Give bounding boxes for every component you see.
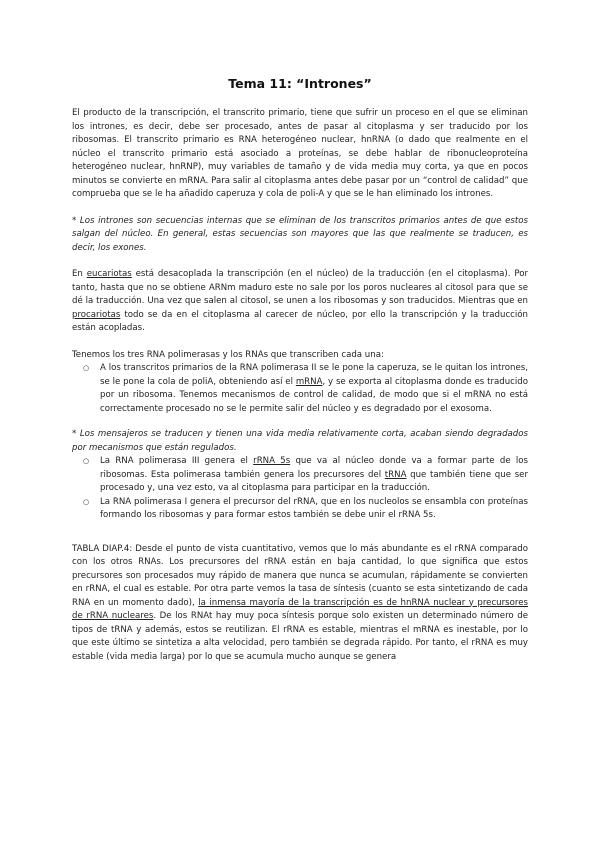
term-trna: tRNA <box>384 469 407 480</box>
text-run: que también tiene que ser procesado y, una vez esto, va al citoplasma para participar en la traducción. <box>100 469 528 493</box>
introns-note: * Los intrones son secuencias internas que se eliminan de los transcritos primarios antes de que estos salgan del núcleo. En general, estas secuencias son mayores que las que realmente se traducen, es decir, los exones. <box>72 215 528 253</box>
underlined-statement: la inmensa mayoría de la transcripción es de hnRNA nuclear y precursores de rRNA nucleares <box>72 597 529 621</box>
term-rrna-5s: rRNA 5s <box>253 456 291 466</box>
polymerase-list <box>72 496 528 523</box>
list-item-polymerase-i: ○ La RNA polimerasa I genera el precursor del rRNA, que en los nucleolos se ensambla con proteínas formando los ribosomas y para formar estos también se debe unir el rRNA 5s. <box>100 496 528 523</box>
text-run: A los transcritos primarios de la RNA polimerasa II se le pone la caperuza, se le quitan los intrones, se le pone la cola de poliA, obteniendo así el <box>100 363 528 387</box>
text-run: todo se da en el citoplasma al carecer de núcleo, por ello la transcripción y la traducción están acopladas. <box>72 309 528 333</box>
term-procariotas: procariotas <box>72 309 121 320</box>
text-run: En <box>72 269 87 279</box>
text-run: La RNA polimerasa III genera el <box>100 456 254 466</box>
text-run: , y se exporta al citoplasma donde es traducido por un ribosoma. Tenemos mecanismos de control de calidad, de modo que si el mRNA no está correctamente procesado no se le permite salir del núcleo y es degradado por el exosoma. <box>100 376 528 414</box>
polymerases-intro: Tenemos los tres RNA polimerasas y los RNAs que transcriben cada una: <box>72 349 384 360</box>
term-mrna: mRNA <box>295 376 323 387</box>
text-run: TABLA DIAP.4: Desde el punto de vista cuantitativo, vemos que lo más abundante es el rRNA comparado con los otros RNAs. Los precursores del rRNA están en baja cantidad, lo que significa que estos precursores son procesados muy rápido de manera que nunca se acumulan, rápidamente se convierten en rRNA, el cual es estable. Por otra parte vemos la tasa de síntesis (cuanto se esta sintetizando de cada RNA en un momento dado), <box>72 543 528 608</box>
text-run: . De los RNAt hay muy poca síntesis porque solo existen un determinado número de tipos de tRNA y además, estos se reutilizan. El rRNA es estable, mientras el mRNA es inestable, por lo que este último se sintetiza a alta velocidad, pero también se degrada rápido. Por tanto, el rRNA es muy estable (vida media larga) por lo que se acumula mucho aunque se genera <box>72 611 528 662</box>
polymerase-list <box>72 362 528 416</box>
messengers-note: * Los mensajeros se traducen y tienen una vida media relativamente corta, acaban siendo degradados por mecanismos que están regulados. <box>72 429 528 453</box>
page-title: Tema 11: “Intrones” <box>228 76 372 91</box>
list-item-polymerase-iii <box>100 455 528 496</box>
list-item-polymerase-ii <box>100 362 528 416</box>
intro-paragraph: El producto de la transcripción, el transcrito primario, tiene que sufrir un proceso en el que se eliminan los intrones, es decir, debe ser procesado, antes de pasar al citoplasma y ser traducido por los ribosomas. El transcrito primario es RNA heterogéneo nuclear, hnRNA (o dado que realmente en el núcleo el transcrito primario está asociado a proteínas, se debe hablar de ribonucleoproteína heterogéneo nuclear, hnRNP), muy variables de tamaño y de vida media muy corta, ya que en pocos minutos se convierte en mRNA. Para salir al citoplasma antes debe pasar por un “control de calidad” que comprueba que se le ha añadido caperuza y cola de poli-A y que se le han eliminado los intrones. <box>72 108 528 199</box>
polymerase-list <box>72 455 528 496</box>
eukaryote-paragraph <box>72 268 528 336</box>
table-diap4-paragraph <box>72 543 528 665</box>
term-eucariotas: eucariotas <box>86 269 132 279</box>
text-run: que va al núcleo donde va a formar parte de los ribosomas. Esta polimerasa también genera los precursores del <box>100 456 528 480</box>
text-run: está desacoplada la transcripción (en el núcleo) de la traducción (en el citoplasma). Por tanto, hasta que no se obtiene ARNm maduro este no sale por los poros nucleares al citosol para que se dé la traducción. Una vez que salen al citosol, se unen a los ribosomas y son traducidos. Mientras que en <box>72 269 528 306</box>
